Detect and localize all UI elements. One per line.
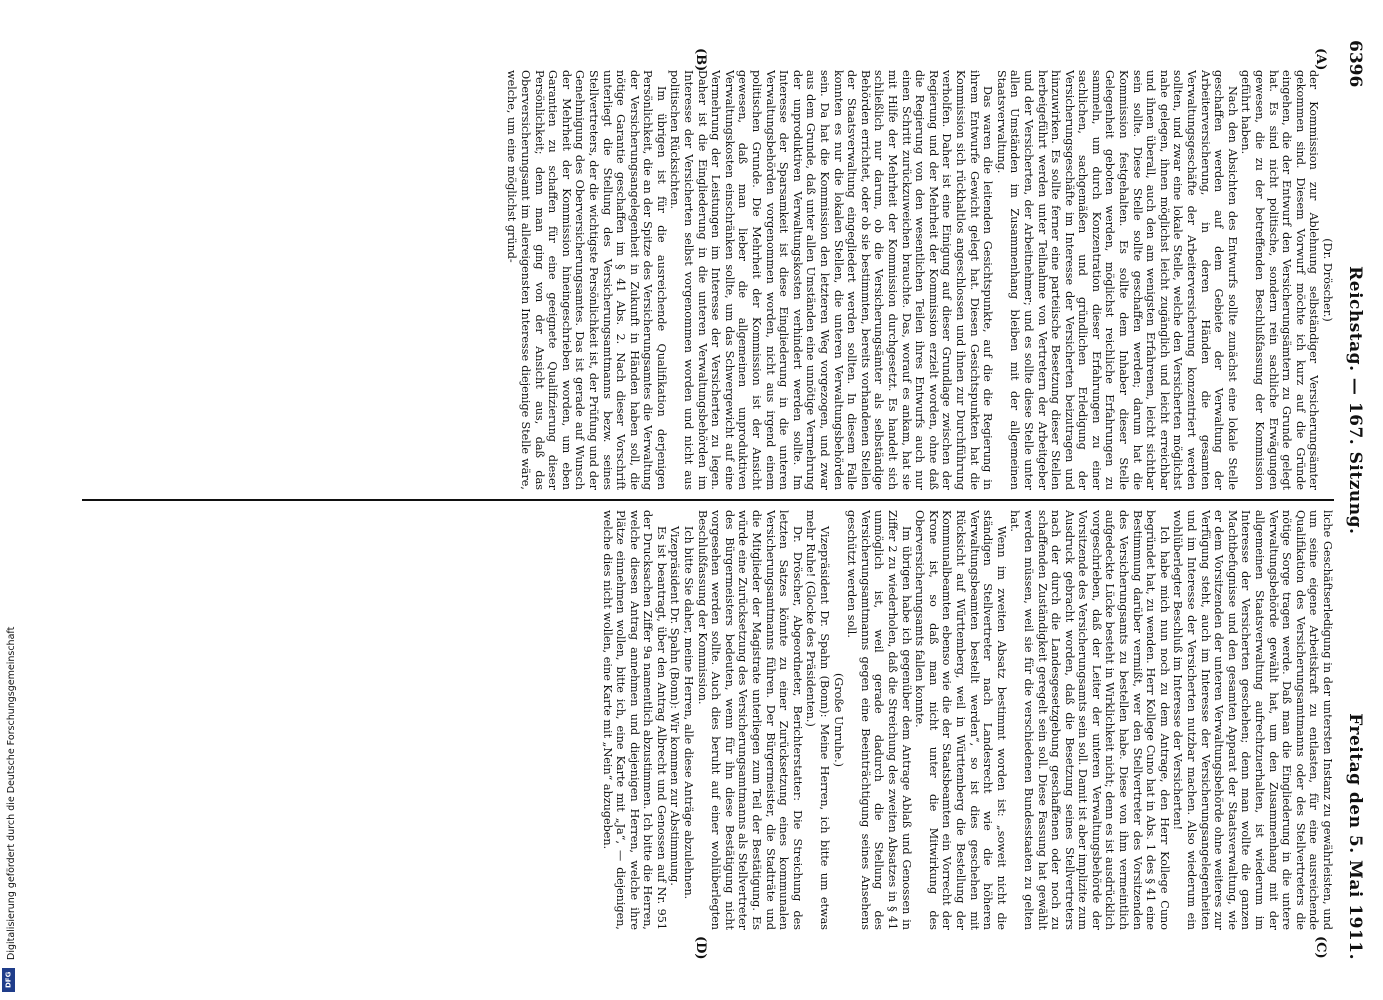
paragraph: Dr. Dröscher, Abgeordneter, Berichterstatter: Die Streichung des letzten Satzes könnte zu einer Zurücksetzung eines kommunalen Versicherungsamtmanns führen. Der Bürgermeister, die Stadträte und die Mitglieder der Magistrate unterliegen zum Teil der Bestätigung. Es würde eine Zurücksetzung des Versicherungsamtmanns als Stellvertreter des Bürgermeisters bedeuten, wenn für ihn diese Bestätigung nicht vorgesehen werden sollte. Auch dies beruht auf einer wohlüberlegten Beschlußfassung der Kommission. [695,510,804,930]
column-divider [82,499,1334,501]
right-column [82,510,1334,930]
margin-mark-b: (B) [693,48,708,72]
digitization-note: Digitalisierung gefördert durch die Deutsche Forschungsgemeinschaft [6,626,17,960]
paragraph: Ich habe mich nun noch zu dem Antrage, den Herr Kollege Cuno begründet hat, zu wenden. Herr Kollege Cuno hat in Abs. 1 des § 41 eine Bestimmung darüber vermißt, wer den Stellvertreter des Vorsitzenden des Versicherungsamts zu bestellen habe. Diese von ihm vermeintlich aufgedeckte Lücke besteht in Wirklichkeit nicht; denn es ist ausdrücklich vorgeschrieben, daß der Leiter der unteren Verwaltungsbehörde der Vorsitzende des Versicherungsamts sein soll. Damit ist aber implizite zum Ausdruck gebracht worden, daß die Besetzung seines Stellvertreters nach der durch die Landesgesetzgebung geschaffenen oder noch zu schaffenden Zuständigkeit geregelt sein soll. Diese Fassung hat gewählt werden müssen, weil sie für die verschiedenen Bundesstaaten zu gelten hat. [1008,510,1171,930]
paragraph: Vizepräsident Dr. Spahn (Bonn): Wir kommen zur Abstimmung. [668,526,682,886]
paragraph: Vizepräsident Dr. Spahn (Bonn): Meine Herren, ich bitte um etwas mehr Ruhe! (Glocke des Präsidenten.) [804,510,832,930]
header-date: Freitag den 5. Mai 1911. [1345,713,1365,960]
dfg-logo: DFG [2,968,15,992]
margin-mark-d: (D) [693,936,708,960]
margin-mark-a: (A) [1313,48,1328,71]
paragraph: Im übrigen habe ich gegenüber dem Antrage Ablaß und Genossen in Ziffer 2 zu wiederholen, daß die Streichung des zweiten Absatzes in § 41 unmöglich ist, weil gerade dadurch die Stellung des Versicherungsamtmanns gegen eine Beeinträchtigung seines Ansehens geschützt werden soll. [845,510,913,930]
paragraph: liche Geschäftserledigung in der untersten Instanz zu gewährleisten, und um seine eigene Arbeitskraft zu entlasten, für eine ausreichende Qualifikation des Versicherungsamtmanns oder des Stellvertreters die nötige Sorge tragen werde. Daß man die Eingliederung in die untere Verwaltungsbehörde gewählt hat, um den Zusammenhang mit der allgemeinen Staatsverwaltung aufrechtzuerhalten, ist wiederum im Interesse der Versicherten geschehen; denn man wollte die ganzen Machtbefugnisse und den gesamten Apparat der Staatsverwaltung, wie er dem Vorsitzenden der unteren Verwaltungsbehörde ohne weiteres zur Verfügung steht, auch im Interesse der Versicherungsangelegenheiten und im Interesse der Versicherten nutzbar machen. Also wiederum ein wohlüberlegter Beschluß im Interesse der Versicherten! [1171,510,1334,930]
page-header [1342,40,1368,960]
paragraph: Das waren die leitenden Gesichtspunkte, auf die die Regierung in ihrem Entwurfe Gewicht gelegt hat. Diesen Gesichtspunkten hat die Kommission sich rückhaltlos angeschlossen und ihnen zur Durchführung verholfen. Daher ist eine Einigung auf dieser Grundlage zwischen der Regierung und der Mehrheit der Kommission erzielt worden, ohne daß die Regierung von den wesentlichen Teilen ihres Entwurfs auch nur einen Schritt zurückzuweichen brauchte. Das, worauf es ankam, hat sie mit Hilfe der Mehrheit der Kommission durchgesetzt. Es handelt sich schließlich nur darum, ob die Versicherungsämter als selbständige Behörden errichtet, oder ob sie bestimmten, bereits vorhandenen Stellen der Staatsverwaltung eingegliedert werden sollten. In diesem Falle konnten es nur die lokalen Stellen, die unteren Verwaltungsbehörden sein. Da hat die Kommission den letzteren Weg vorgezogen, und zwar aus dem Grunde, daß unter allen Umständen eine unnötige Vermehrung der unproduktiven Verwaltungskosten verhindert werden sollte. Im Interesse der Sparsamkeit ist diese Eingliederung in die unteren Verwaltungsbehörden vorgenommen worden, nicht aus irgend einem politischen Grunde. Die Mehrheit der Kommission ist der Ansicht gewesen, daß man lieber die allgemeinen unproduktiven Verwaltungskosten einschränken sollte, um das Schwergewicht auf eine Vermehrung der Leistungen im Interesse der Versicherten zu legen. Daher ist die Eingliederung in die unteren Verwaltungsbehörden im Interesse der Versicherten selbst vorgenommen worden und nicht aus politischen Rücksichten. [668,70,995,490]
stage-direction: (Große Unruhe.) [831,673,845,767]
paragraph: Ich bitte Sie daher, meine Herren, alle diese Anträge abzulehnen. [682,526,696,900]
rotated-page [78,40,1368,960]
paragraph: Wenn im zweiten Absatz bestimmt worden ist: „soweit nicht die ständigen Stellvertreter nach Landesrecht wie die höheren Verwaltungsbeamten bestellt werden“, so ist dies geschehen mit Rücksicht auf Württemberg, weil in Württemberg die Bestellung der Kommunalbeamten ebenso wie die der Staatsbeamten ein Vorrecht der Krone ist, so daß man nicht unter die Mitwirkung des Oberversicherungsamts fallen konnte. [913,510,1008,930]
speaker-line: (Dr. Dröscher.) [1321,238,1334,322]
paragraph: Es ist beantragt, über den Antrag Albrecht und Genossen auf Nr. 951 der Drucksachen Ziffer 9a namentlich abzustimmen. Ich bitte die Herren, welche diesen Antrag annehmen und diejenigen Herren, welche ihre Plätze einnehmen wollen, bitte ich, eine Karte mit „Ja“, — diejenigen, welche dies nicht wollen, eine Karte mit „Nein“ abzugeben. [600,510,668,930]
paragraph: der Kommission zur Ablehnung selbständiger Versicherungsämter gekommen sind. Diesem Vorwurf möchte ich kurz auf die Gründe eingehen, die der Entwurf den Versicherungsämtern zu Grunde gelegt hat. Es sind nicht politische, sondern rein sachliche Erwägungen gewesen, die zu der betreffenden Beschlußfassung der Kommission geführt haben. [1239,70,1321,490]
page-number: 6396 [1345,40,1365,88]
paragraph: Im übrigen ist für die ausreichende Qualifikation derjenigen Persönlichkeit, die an der Spitze des Versicherungsamtes die Verwaltung der Versicherungsangelegenheit in Zukunft in Händen haben soll, die nötige Garantie geschaffen im § 41 Abs. 2. Nach dieser Vorschrift unterliegt die Stellung des Versicherungsamtmanns bezw. seines Stellvertreters, der die wichtigste Persönlichkeit ist, der Prüfung und der Genehmigung des Oberversicherungsamtes. Das ist gerade auf Wunsch der Mehrheit der Kommission hineingeschrieben worden, um eben Garantien zu schaffen für eine geeignete Qualifizierung dieser Persönlichkeit; denn man ging von der Ansicht aus, daß das Oberversicherungsamt im allereigensten Interesse diejenige Stelle wäre, welche, um eine möglichst gründ- [505,70,668,490]
paragraph: Nach den Absichten des Entwurfs sollte zunächst eine lokale Stelle geschaffen werden auf dem Gebiete der Verwaltung der Arbeiterversicherung, in deren Händen die gesamten Verwaltungsgeschäfte der Arbeiterversicherung konzentriert werden sollten, und zwar eine lokale Stelle, welche den Versicherten möglichst nahe gelegen, ihnen möglichst leicht zugänglich und leicht erreichbar und ihnen überall, auch den am wenigsten Erfahrenen, leicht sichtbar sein sollte. Diese Stelle sollte geschaffen werden; darum hat die Kommission festgehalten. Es sollte dem Inhaber dieser Stelle Gelegenheit geboten werden, möglichst reichliche Erfahrungen zu sammeln, um durch Konzentration dieser Erfahrungen zu einer sachlichen, sachgemäßen und gründlichen Erledigung der Versicherungsgeschäfte im Interesse der Versicherten beizutragen und hinzuwirken. Es sollte ferner eine parteiische Besetzung dieser Stellen herbeigeführt werden unter Teilnahme von Vertretern der Arbeitgeber und der Versicherten, der Arbeitnehmer; und es sollte diese Stelle unter allen Umständen im Zusammenhang bleiben mit der allgemeinen Staatsverwaltung. [994,70,1239,490]
margin-mark-c: (C) [1313,936,1328,959]
left-column [82,70,1334,490]
header-title: Reichstag. — 167. Sitzung. [1345,266,1365,535]
